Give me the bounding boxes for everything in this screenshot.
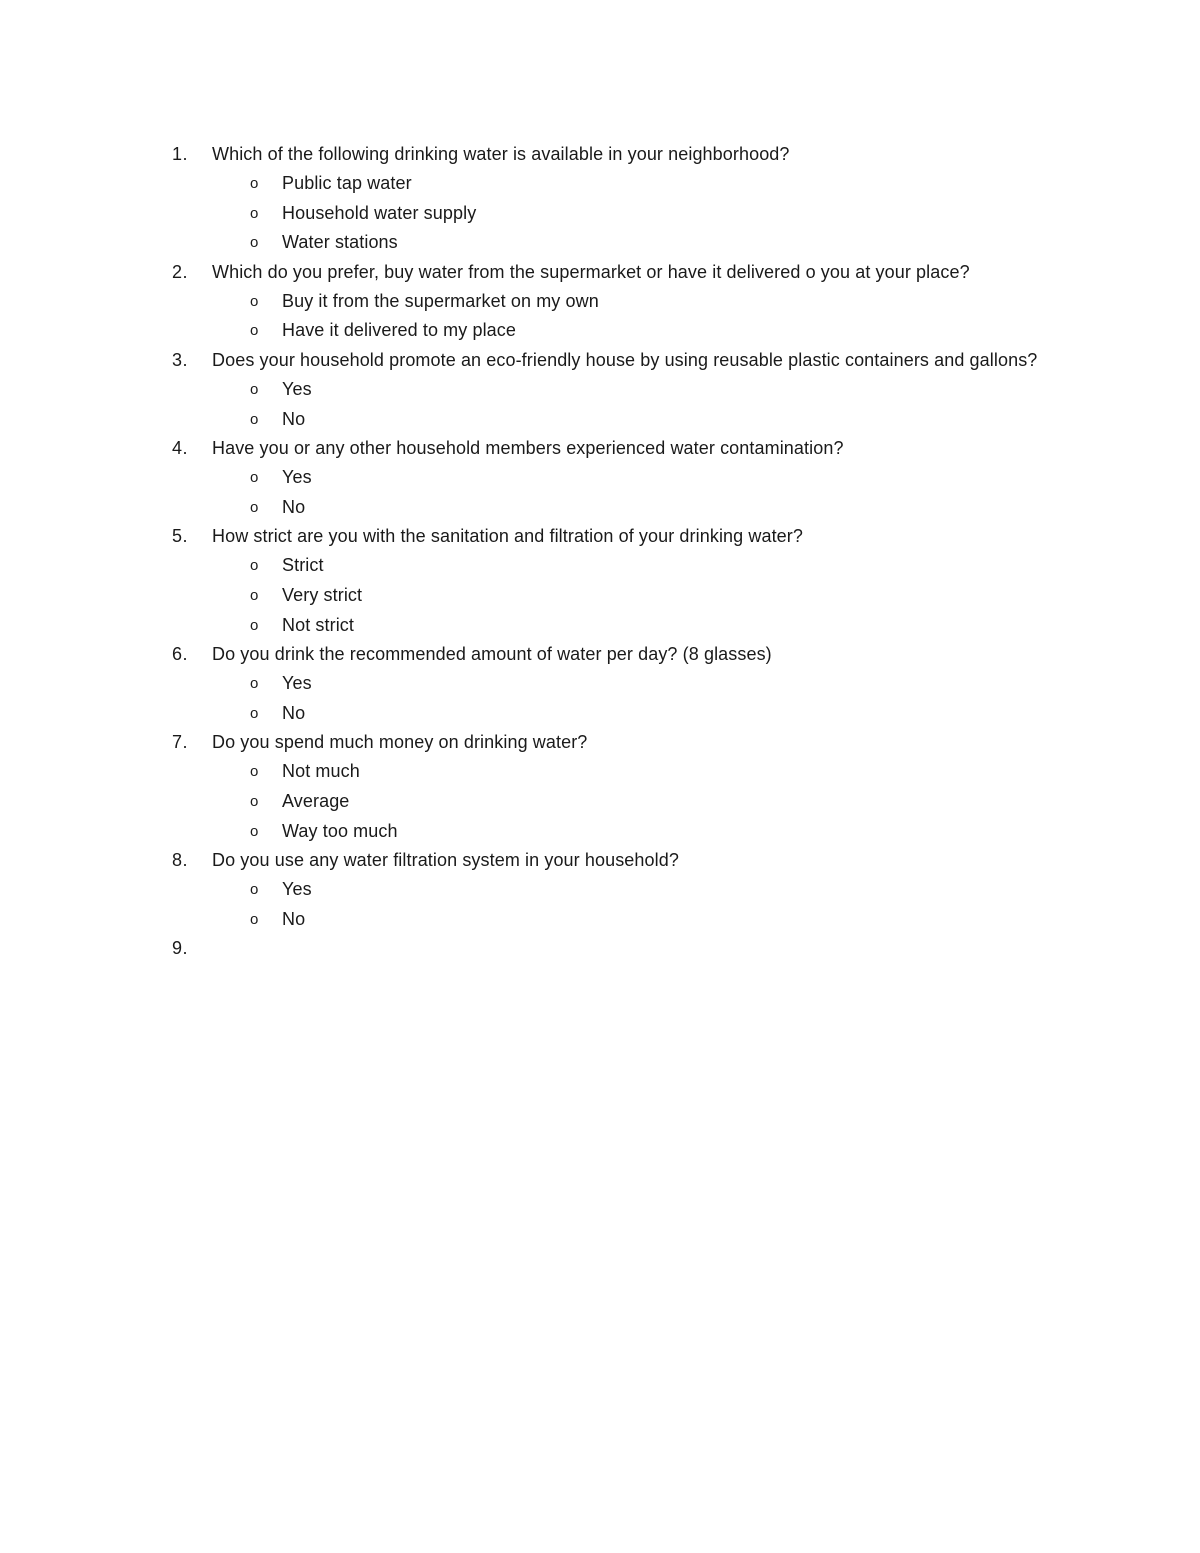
option-label: Public tap water [282,173,412,193]
option-list [212,287,1052,346]
question-text: Do you spend much money on drinking water? [212,732,588,753]
question-item [172,640,1052,728]
option-label: Yes [282,879,312,900]
option-label: Way too much [282,820,398,841]
bullet-circle-icon: o [250,234,259,252]
question-item [172,846,1052,934]
option-label: Yes [282,673,312,694]
question-text: Which do you prefer, buy water from the supermarket or have it delivered o you at your place? [212,261,970,282]
question-number: 1. [172,144,189,164]
option-item [212,905,1052,935]
bullet-circle-icon: o [250,616,259,634]
option-label: Not much [282,761,360,782]
option-list [212,463,1052,522]
option-label: No [282,496,306,517]
option-label: Buy it from the supermarket on my own [282,290,599,311]
option-item [212,228,1052,258]
option-item [212,875,1052,905]
option-list [212,551,1052,640]
option-item [212,287,1052,317]
option-list [212,669,1052,728]
question-text: Which of the following drinking water is available in your neighborhood? [212,144,790,164]
option-label: Average [282,790,350,811]
option-item [212,199,1052,229]
question-text: Have you or any other household members experienced water contamination? [212,438,844,459]
option-item [212,757,1052,787]
question-item [172,934,1052,963]
option-item [212,787,1052,817]
option-label: Very strict [282,584,363,605]
bullet-circle-icon: o [250,410,259,428]
option-label: Yes [282,378,312,399]
option-item [212,405,1052,435]
bullet-circle-icon: o [250,704,259,722]
option-item [212,375,1052,405]
bullet-circle-icon: o [250,292,259,310]
option-list [212,757,1052,846]
bullet-circle-icon: o [250,469,259,487]
bullet-circle-icon: o [250,204,259,222]
question-item [172,258,1052,346]
option-item [212,169,1052,199]
option-label: Water stations [282,232,398,253]
bullet-circle-icon: o [250,910,259,928]
option-label: Not strict [282,614,355,635]
option-item [212,581,1052,611]
question-number: 4. [172,438,189,459]
question-number: 3. [172,349,189,370]
option-item [212,817,1052,847]
question-text [212,934,1052,963]
option-item [212,611,1052,641]
question-number: 7. [172,732,189,753]
question-item [172,346,1052,434]
bullet-circle-icon: o [250,322,259,340]
question-number: 8. [172,850,189,871]
option-list [212,875,1052,934]
bullet-circle-icon: o [250,586,259,604]
option-item [212,463,1052,493]
option-label: Have it delivered to my place [282,320,517,341]
bullet-circle-icon: o [250,175,259,192]
option-item [212,316,1052,346]
bullet-circle-icon: o [250,822,259,840]
option-label: Household water supply [282,202,477,223]
question-number: 9. [172,938,189,959]
option-label: No [282,408,306,429]
bullet-circle-icon: o [250,380,259,398]
option-list [212,375,1052,434]
option-label: Strict [282,555,324,576]
bullet-circle-icon: o [250,675,259,693]
option-label: No [282,908,306,929]
bullet-circle-icon: o [250,498,259,516]
question-item [172,728,1052,846]
question-item [172,522,1052,640]
question-item [172,434,1052,522]
question-item [172,140,1052,258]
question-number: 5. [172,526,189,547]
option-item [212,669,1052,699]
option-item [212,551,1052,581]
bullet-circle-icon: o [250,792,259,810]
question-text: Do you drink the recommended amount of water per day? (8 glasses) [212,644,772,665]
question-number: 6. [172,644,189,665]
question-number: 2. [172,261,189,282]
option-label: Yes [282,467,312,488]
option-label: No [282,702,306,723]
bullet-circle-icon: o [250,881,259,899]
question-text: How strict are you with the sanitation and filtration of your drinking water? [212,526,803,547]
bullet-circle-icon: o [250,763,259,781]
question-list [172,140,1052,963]
question-text: Does your household promote an eco-friendly house by using reusable plastic containers and gallons? [212,349,1038,370]
option-list [212,169,1052,258]
question-text: Do you use any water filtration system in your household? [212,850,679,871]
option-item [212,699,1052,729]
option-item [212,493,1052,523]
bullet-circle-icon: o [250,557,259,575]
